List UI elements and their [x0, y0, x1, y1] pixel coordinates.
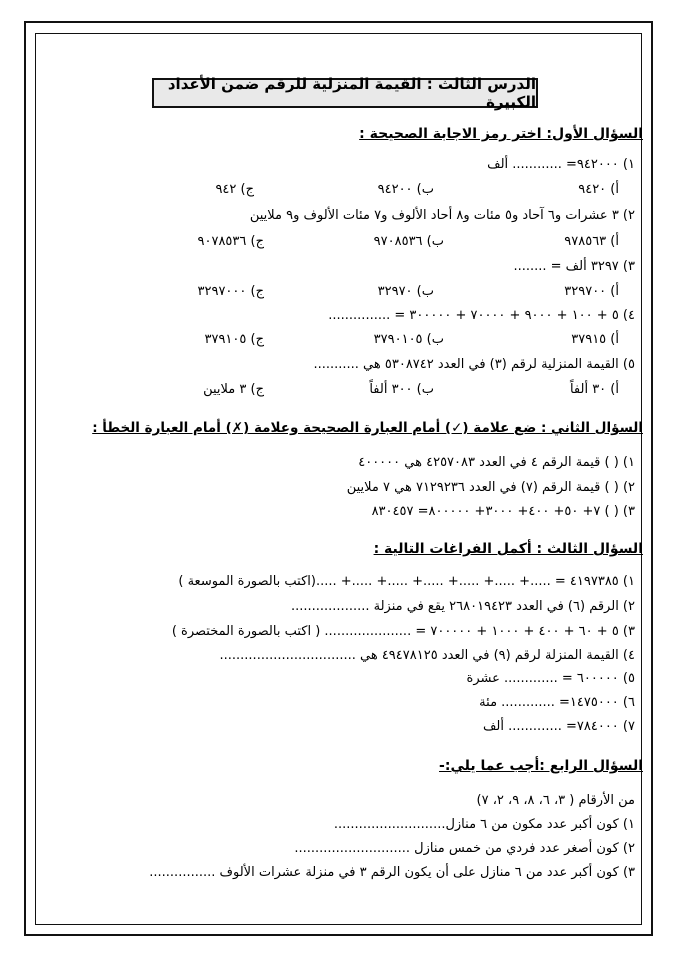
q3-item-1: [178, 573, 635, 591]
q1-item-5-option-a: [570, 381, 619, 399]
q1-item-3-text: ٣) ٣٢٩٧ ألف = ........: [513, 259, 635, 274]
lesson-title-text: الدرس الثالث : القيمة المنزلية للرقم ضمن الأعداد الكبيرة: [167, 75, 536, 111]
q3-item-3: [172, 623, 635, 641]
q3-item-3-text: ٣) ٥ + ٦٠ + ٤٠٠ + ١٠٠٠ + ٧٠٠٠٠٠ = ..................... ( اكتب بالصورة المختصرة ): [171, 624, 635, 639]
q4-heading-text: السؤال الرابع :أجب عما يلي:-: [439, 758, 643, 774]
q3-item-4: [220, 647, 636, 665]
q2-item-1: [358, 454, 635, 472]
q1-item-2-option-a-text: أ) ٩٧٨٥٦٣: [564, 234, 619, 249]
q2-item-3-text: ٣) ( ) ٧+ ٥٠+ ٤٠٠+ ٣٠٠٠+ ٨٠٠٠٠٠= ٨٣٠٤٥٧: [371, 504, 635, 519]
q2-item-2: [347, 479, 635, 497]
lesson-title: [152, 75, 538, 111]
q4-heading: [439, 757, 643, 775]
q2-heading-text: السؤال الثاني : ضع علامة (✓) أمام العبارة الصحيحة وعلامة (✗) أمام العبارة الخطأ :: [92, 420, 643, 436]
q1-heading: [359, 125, 643, 143]
q3-item-7-text: ٧) ٧٨٤٠٠٠= ............. ألف: [482, 719, 635, 734]
q1-heading-text: السؤال الأول: اختر رمز الاجابة الصحيحة :: [359, 126, 643, 142]
q1-item-3-option-b: [378, 283, 434, 301]
q1-item-4-option-a: [571, 331, 619, 349]
q1-item-1-text: ١) ٩٤٢٠٠٠= ............ ألف: [487, 157, 635, 172]
q1-item-2-option-b-text: ب) ٩٧٠٨٥٣٦: [373, 234, 444, 249]
q3-item-4-text: ٤) القيمة المنزلة لرقم (٩) في العدد ٤٩٤٧٨١٢٥ هي .................................: [219, 648, 635, 663]
q4-item-2-text: ٢) كون أصغر عدد فردي من خمس منازل ............................: [294, 841, 635, 856]
q2-item-3: [372, 503, 635, 521]
q1-item-3-option-c-text: ج) ٣٢٩٧٠٠٠: [197, 284, 264, 299]
q1-item-2: [250, 207, 635, 225]
q1-item-1-option-c: [215, 181, 254, 199]
q1-item-4-option-c-text: ج) ٣٧٩١٠٥: [204, 332, 264, 347]
q4-intro: [477, 792, 635, 810]
q1-item-4-option-b: [374, 331, 444, 349]
q1-item-4-option-b-text: ب) ٣٧٩٠١٠٥: [373, 332, 444, 347]
q1-item-3-option-a: [564, 283, 619, 301]
q1-item-2-option-c: [198, 233, 265, 251]
q3-item-6-text: ٦) ١٤٧٥٠٠٠= ............. مئة: [479, 695, 635, 710]
q1-item-5-option-c: [203, 381, 264, 399]
q1-item-2-option-b: [374, 233, 444, 251]
q1-item-5-option-b-text: ب) ٣٠٠ ألفاً: [369, 382, 434, 397]
q2-heading: [92, 419, 643, 437]
q1-item-2-option-c-text: ج) ٩٠٧٨٥٣٦: [197, 234, 264, 249]
q1-item-4-text: ٤) ٥ + ١٠٠ + ٩٠٠٠ + ٧٠٠٠٠ + ٣٠٠٠٠٠ = ...............: [328, 308, 635, 323]
q3-item-2: [291, 598, 635, 616]
q4-item-3-text: ٣) كون أكبر عدد من ٦ منازل على أن يكون الرقم ٣ في منزلة عشرات الألوف ................: [149, 865, 635, 880]
q1-item-1-option-b: [378, 181, 434, 199]
q1-item-3-option-a-text: أ) ٣٢٩٧٠٠: [564, 284, 619, 299]
q1-item-4: [328, 307, 635, 325]
q1-item-2-option-a: [564, 233, 619, 251]
q1-item-5: [313, 356, 635, 374]
q1-item-2-text: ٢) ٣ عشرات و٦ آحاد و٥ مئات و٨ أحاد الألوف و٧ مئات الألوف و٩ ملايين: [249, 208, 635, 223]
q1-item-4-option-a-text: أ) ٣٧٩١٥: [571, 332, 619, 347]
q1-item-4-option-c: [204, 331, 264, 349]
q1-item-3-option-b-text: ب) ٣٢٩٧٠: [377, 284, 434, 299]
q3-item-1-text: ١) ٤١٩٧٣٨٥ = .....+ .....+ .....+ .....+ .....+ .....+ .....(اكتب بالصورة الموسعة ): [178, 574, 635, 589]
q4-item-3: [149, 864, 635, 882]
q2-item-2-text: ٢) ( ) قيمة الرقم (٧) في العدد ٧١٢٩٢٣٦ هي ٧ ملايين: [346, 480, 635, 495]
q1-item-5-text: ٥) القيمة المنزلية لرقم (٣) في العدد ٥٣٠٨٧٤٢ هي ...........: [313, 357, 635, 372]
q1-item-3-option-c: [198, 283, 265, 301]
q3-item-7: [483, 718, 635, 736]
q1-item-3: [513, 258, 635, 276]
q4-item-2: [294, 840, 635, 858]
q4-intro-text: من الأرقام ( ٣، ٦، ٨، ٩، ٢، ٧): [476, 793, 635, 808]
q1-item-5-option-b: [369, 381, 434, 399]
q3-item-5-text: ٥) ٦٠٠٠٠٠ = ............. عشرة: [466, 671, 635, 686]
q1-item-1: [487, 156, 635, 174]
q4-item-1-text: ١) كون أكبر عدد مكون من ٦ منازل...........................: [333, 817, 635, 832]
q4-item-1: [334, 816, 635, 834]
q2-item-1-text: ١) ( ) قيمة الرقم ٤ في العدد ٤٢٥٧٠٨٣ هي ٤٠٠٠٠٠: [358, 455, 635, 470]
q1-item-1-option-c-text: ج) ٩٤٢: [215, 182, 254, 197]
q1-item-5-option-a-text: أ) ٣٠ ألفاً: [569, 382, 619, 397]
q3-item-5: [467, 670, 635, 688]
q3-heading: [374, 540, 643, 558]
q1-item-5-option-c-text: ج) ٣ ملايين: [203, 382, 264, 397]
q3-item-6: [479, 694, 635, 712]
q3-heading-text: السؤال الثالث : أكمل الفراغات التالية :: [373, 541, 643, 557]
q3-item-2-text: ٢) الرقم (٦) في العدد ٢٦٨٠١٩٤٢٣ يقع في منزلة ...................: [290, 599, 635, 614]
q1-item-1-option-a: [578, 181, 619, 199]
q1-item-1-option-a-text: أ) ٩٤٢٠: [578, 182, 619, 197]
q1-item-1-option-b-text: ب) ٩٤٢٠٠: [377, 182, 434, 197]
